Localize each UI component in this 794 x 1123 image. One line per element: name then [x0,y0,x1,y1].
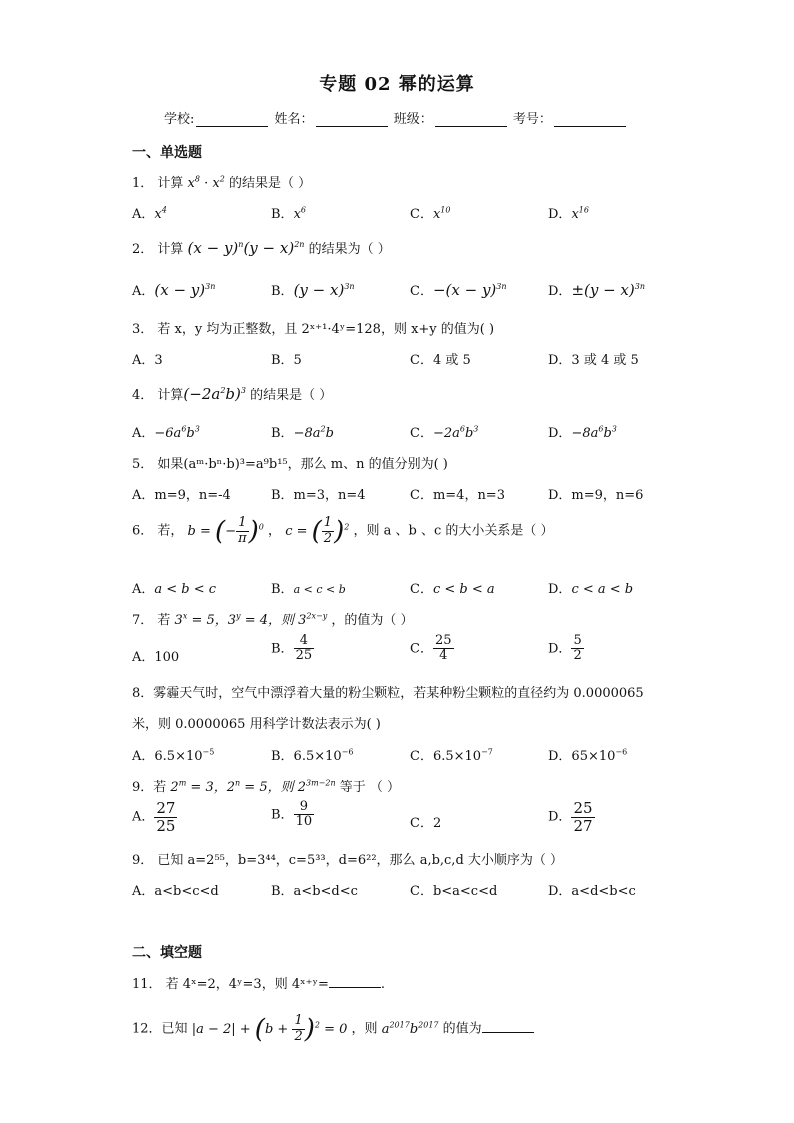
q6-expr-c: c = ( $\frac{1}{2}$ )$^2$ [285,515,350,546]
q5-option-a: A．m=9，n=-4 [132,488,231,503]
q1-option-b: B．$x^6$ [271,205,306,222]
q4-option-b: B．$-8a^2b$ [271,424,334,441]
student-info-line [164,108,628,127]
q6-option-c: C．c < b < a [410,582,495,597]
q4-option-c: C．$-2a^6b^3$ [410,424,479,441]
q9b-option-a: A．a<b<c<d [132,884,219,899]
q5-option-b: B．m=3，n=4 [271,488,366,503]
question-3: 3． 若 x，y 均为正整数，且 2ˣ⁺¹·4ʸ=128，则 x+y 的值为( ) [132,322,495,337]
q9a-stem-pre: 9．若 [132,780,167,795]
class-blank [435,114,507,127]
q12-stem-end: 的值为 [442,1021,482,1037]
q9a-expr: $2^m = 3$，$2^n = 5$，则 $2^{3m-2n}$ [170,778,336,795]
q1-expr: $x^8 \cdot x^2$ [187,174,225,191]
q9a-option-a: A． $\frac{27}{25}$ [132,799,176,835]
q1-stem-post: 的结果是（ ） [228,176,312,191]
q2-stem-post: 的结果为（ ） [308,242,391,257]
question-9a [132,776,400,795]
q8-option-c: C．$6.5\times 10^{-7}$ [410,747,493,764]
q12-expr: |a − 2| + (b + $\frac{1}{2}$ )$^2$ = 0 [191,1013,348,1044]
q2-expr: $(x - y)^n(y - x)^{2n}$ [187,239,305,257]
q1-option-a: A．$x^4$ [132,205,167,222]
q4-option-a: A．$-6a^6b^3$ [132,424,200,441]
question-2 [132,238,391,257]
q6-option-d: D．c < a < b [548,582,634,597]
q8-option-d: D．$65\times 10^{-6}$ [548,747,628,764]
section-fill-blank: 二、填空题 [132,945,202,961]
q9b-option-c: C．b<a<c<d [410,884,498,899]
q4-stem-pre: 4． 计算 [132,388,184,403]
name-blank [316,114,388,127]
school-label: 学校: [164,112,195,127]
question-1 [132,172,311,191]
q2-option-b: B．$(y - x)^{3n}$ [271,281,355,299]
q5-option-d: D．m=9，n=6 [548,488,644,503]
q7-stem-post: ，的值为（ ） [331,613,414,628]
question-7 [132,609,414,628]
q7-option-a: A．100 [132,650,180,665]
question-11: 11． 若 4ˣ=2，4ʸ=3，则 4ˣ⁺ʸ= . [132,977,386,992]
q12-answer-blank [482,1022,534,1033]
name-label: 姓名： [274,112,314,127]
q7-option-b: B． $\frac{4}{25}$ [271,633,313,664]
q7-expr: $3^x = 5$，$3^y = 4$，则 $3^{2x-y}$ [174,611,328,628]
q12-stem-post: ，则 [351,1021,378,1037]
q5-option-c: C．m=4，n=3 [410,488,505,503]
q3-option-c: C．4 或 5 [410,353,471,368]
q9a-option-d: D． $\frac{25}{27}$ [548,799,593,835]
question-4 [132,384,332,403]
q1-stem-pre: 1． 计算 [132,176,184,191]
number-blank [554,114,626,127]
q8-option-b: B．$6.5\times 10^{-6}$ [271,747,354,764]
q1-option-c: C．$x^{10}$ [410,205,451,222]
class-label: 班级： [393,112,433,127]
q8-option-a: A．$6.5\times 10^{-5}$ [132,747,215,764]
q9b-option-b: B．a<b<d<c [271,884,358,899]
section-single-choice: 一、单选题 [132,145,202,161]
q3-option-d: D．3 或 4 或 5 [548,353,639,368]
q4-expr: $(-2a^2b)^3$ [183,385,246,403]
q9a-option-c: C．2 [410,816,442,831]
q2-option-c: C．$-(x - y)^{3n}$ [410,281,507,299]
q12-target-expr: $a^{2017}b^{2017}$ [381,1020,439,1037]
q7-option-c: C． $\frac{25}{4}$ [410,633,452,664]
question-5: 5． 如果(aᵐ·bⁿ·b)³=a⁹b¹⁵，那么 m、n 的值分别为( ) [132,457,448,472]
q6-stem-pre: 6． 若， [132,523,184,539]
q4-stem-post: 的结果是（ ） [250,388,333,403]
q1-option-d: D．$x^{16}$ [548,205,589,222]
q6-stem-mid: ， [268,523,282,539]
q6-option-b: B．a < c < b [271,582,346,597]
q6-option-a: A．a < b < c [132,582,217,597]
q3-option-b: B．5 [271,353,302,368]
question-9b: 9． 已知 a=2⁵⁵，b=3⁴⁴，c=5³³，d=6²²，那么 a,b,c,d 大小顺序为（ ） [132,853,564,868]
q6-stem-post: ，则 a 、b 、c 的大小关系是（ ） [353,523,554,539]
q7-stem-pre: 7． 若 [132,613,171,628]
q12-stem-pre: 12．已知 [132,1021,188,1037]
q11-stem: 11． 若 4ˣ=2，4ʸ=3，则 4ˣ⁺ʸ= [132,977,329,992]
page-title: 专题 02 幂的运算 [319,74,475,95]
q11-answer-blank [329,977,381,988]
q2-stem-pre: 2． 计算 [132,242,184,257]
question-8-line1: 8．雾霾天气时，空气中漂浮着大量的粉尘颗粒，若某种粉尘颗粒的直径约为 0.0000065 [132,686,644,701]
q4-option-d: D．$-8a^6b^3$ [548,424,617,441]
number-label: 考号： [512,112,552,127]
question-6 [132,516,553,546]
q6-expr-b: b = (− $\frac{1}{\pi}$ )$^0$ [187,515,264,546]
q9b-option-d: D．a<d<b<c [548,884,636,899]
question-12 [132,1014,534,1044]
q2-option-d: D．$\pm(y - x)^{3n}$ [548,281,645,299]
q2-option-a: A．$(x - y)^{3n}$ [132,281,216,299]
q3-option-a: A．3 [132,353,163,368]
q7-option-d: D． $\frac{5}{2}$ [548,633,582,664]
school-blank [196,114,268,127]
q9a-option-b: B． $\frac{9}{10}$ [271,799,313,830]
question-8-line2: 米，则 0.0000065 用科学计数法表示为( ) [132,717,381,732]
q9a-stem-post: 等于 （ ） [339,780,401,795]
